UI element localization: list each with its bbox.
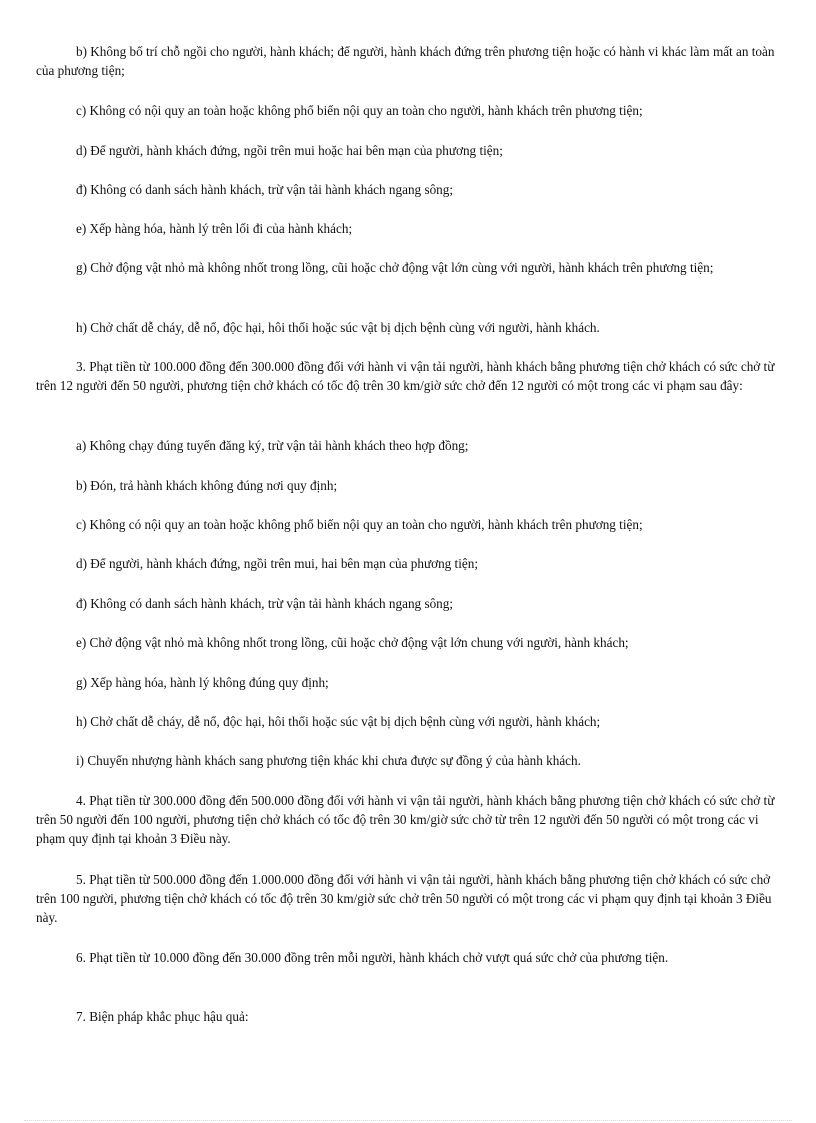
paragraph-clause-3: 3. Phạt tiền từ 100.000 đồng đến 300.000 đồng đối với hành vi vận tải người, hành khách bằng phương tiện chở khách có sức chở từ trên 12 người đến 50 người, phương tiện chở khách có tốc độ trên 30 km/giờ sức chở đến 12 người có một trong các vi phạm sau đây: — [36, 359, 775, 393]
paragraph-3e: e) Chở động vật nhỏ mà không nhốt trong lồng, cũi hoặc chở động vật lớn chung với người, hành khách; — [76, 635, 629, 650]
page-bottom-divider — [24, 1120, 792, 1121]
paragraph-2b: b) Không bố trí chỗ ngồi cho người, hành khách; để người, hành khách đứng trên phương tiện hoặc có hành vi khác làm mất an toàn của phương tiện; — [36, 44, 775, 78]
paragraph-clause-6: 6. Phạt tiền từ 10.000 đồng đến 30.000 đồng trên mỗi người, hành khách chở vượt quá sức chở của phương tiện. — [76, 950, 669, 965]
paragraph-2h: h) Chở chất dễ cháy, dễ nổ, độc hại, hôi thối hoặc súc vật bị dịch bệnh cùng với người, hành khách. — [76, 320, 600, 335]
paragraph-clause-7: 7. Biện pháp khắc phục hậu quả: — [76, 1009, 249, 1024]
paragraph-3dd: đ) Không có danh sách hành khách, trừ vận tải hành khách ngang sông; — [76, 596, 454, 611]
paragraph-2dd: đ) Không có danh sách hành khách, trừ vận tải hành khách ngang sông; — [76, 182, 454, 197]
paragraph-3b: b) Đón, trả hành khách không đúng nơi quy định; — [76, 478, 338, 493]
paragraph-3g: g) Xếp hàng hóa, hành lý không đúng quy định; — [76, 675, 329, 690]
paragraph-3c: c) Không có nội quy an toàn hoặc không phổ biến nội quy an toàn cho người, hành khách trên phương tiện; — [76, 517, 643, 532]
paragraph-3d: d) Để người, hành khách đứng, ngồi trên mui, hai bên mạn của phương tiện; — [76, 556, 478, 571]
paragraph-3i: i) Chuyển nhượng hành khách sang phương tiện khác khi chưa được sự đồng ý của hành khách. — [76, 753, 581, 768]
paragraph-clause-5: 5. Phạt tiền từ 500.000 đồng đến 1.000.000 đồng đối với hành vi vận tải người, hành khách bằng phương tiện chở khách có sức chở trên 100 người, phương tiện chở khách có tốc độ trên 30 km/giờ sức chở trên 50 người có một trong các vi phạm quy định tại khoản 3 Điều này. — [36, 872, 772, 925]
paragraph-clause-4: 4. Phạt tiền từ 300.000 đồng đến 500.000 đồng đối với hành vi vận tải người, hành khách bằng phương tiện chở khách có sức chở từ trên 50 người đến 100 người, phương tiện chở khách có tốc độ trên 30 km/giờ sức chở từ trên 12 người đến 50 người có một trong các vi phạm quy định tại khoản 3 Điều này. — [36, 793, 775, 846]
paragraph-2c: c) Không có nội quy an toàn hoặc không phổ biến nội quy an toàn cho người, hành khách trên phương tiện; — [76, 103, 643, 118]
paragraph-2e: e) Xếp hàng hóa, hành lý trên lối đi của hành khách; — [76, 221, 353, 236]
paragraph-2d: d) Để người, hành khách đứng, ngồi trên mui hoặc hai bên mạn của phương tiện; — [76, 143, 503, 158]
paragraph-3a: a) Không chạy đúng tuyến đăng ký, trừ vận tải hành khách theo hợp đồng; — [76, 438, 469, 453]
paragraph-3h: h) Chở chất dễ cháy, dễ nổ, độc hại, hôi thối hoặc súc vật bị dịch bệnh cùng với người, hành khách; — [76, 714, 601, 729]
paragraph-2g: g) Chở động vật nhỏ mà không nhốt trong lồng, cũi hoặc chở động vật lớn cùng với người, hành khách trên phương tiện; — [76, 260, 714, 275]
